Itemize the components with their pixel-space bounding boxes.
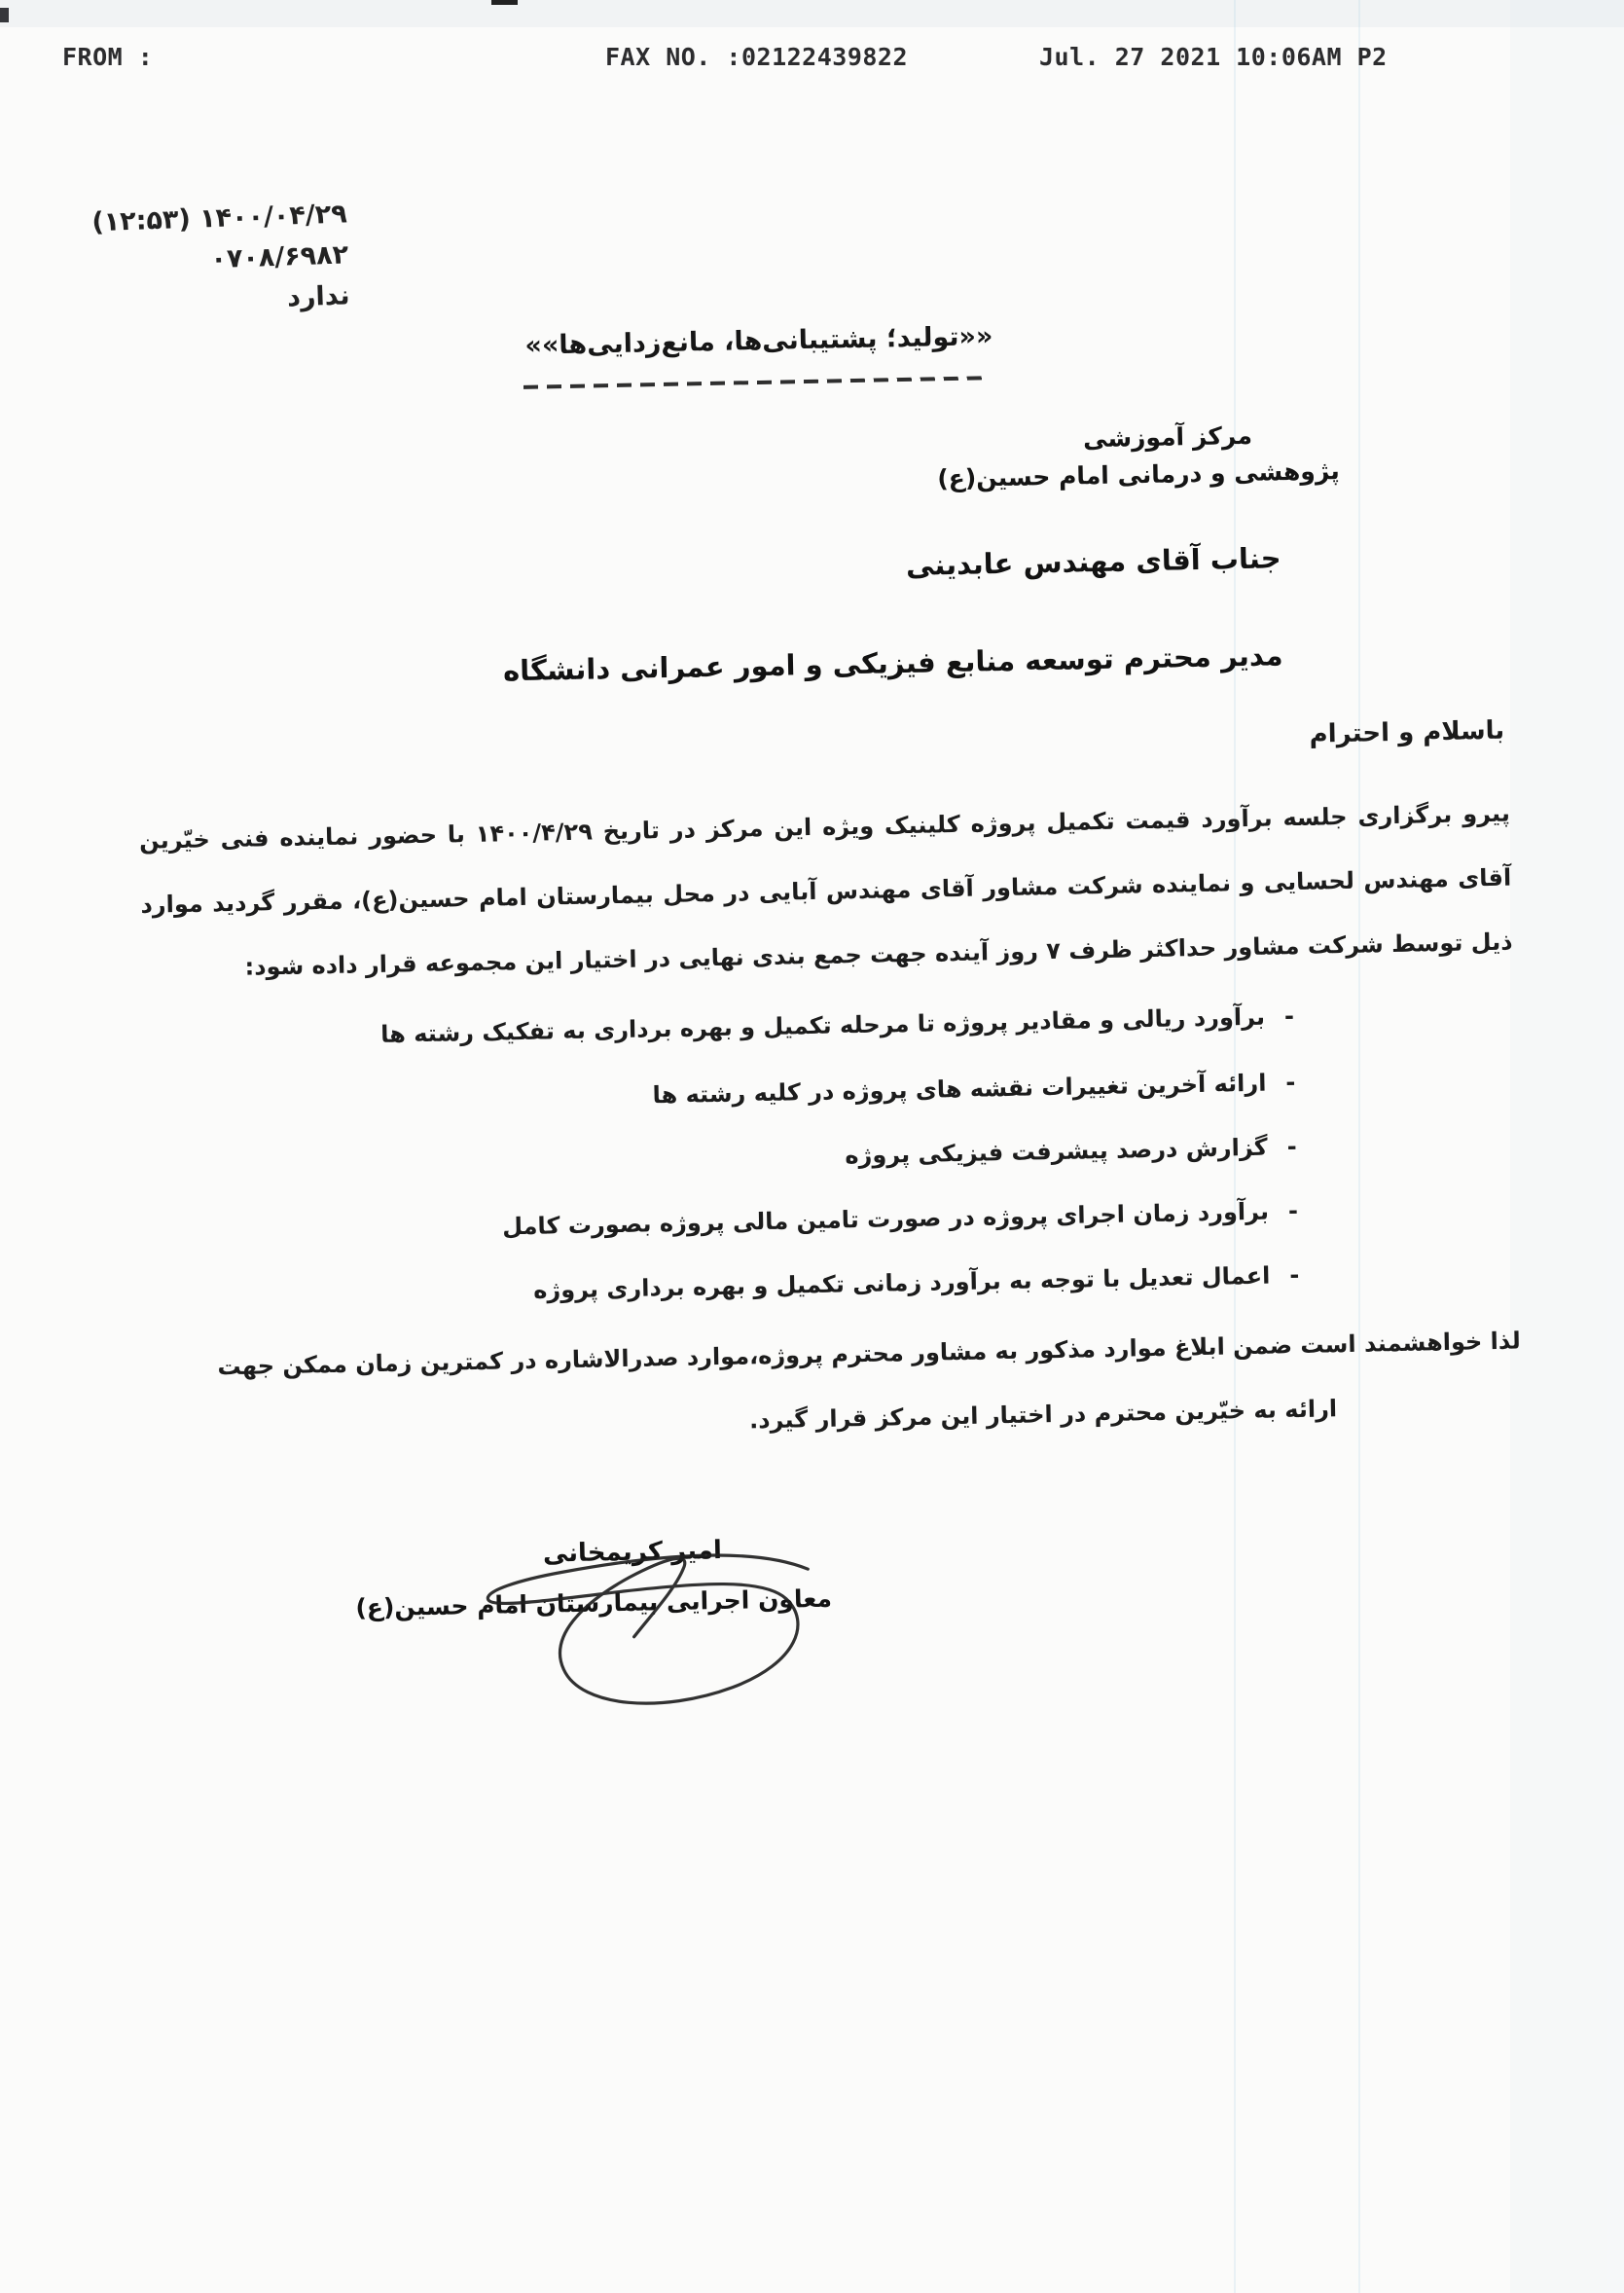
recipient-name: جناب آقای مهندس عابدینی [905,541,1281,582]
bullet-item [533,1261,1300,1304]
year-slogan: ««تولید؛ پشتیبانی‌ها، مانع‌زدایی‌ها»» [524,321,993,361]
bullet-dash: - [1283,1002,1295,1031]
bullet-item [845,1133,1297,1169]
fax-number: FAX NO. :02122439822 [605,43,909,71]
paragraph-line: ذیل توسط شرکت مشاور حداکثر ظرف ۷ روز آینده جهت جمع بندی نهایی در اختیار این مجموعه قرار داده شود: [244,928,1513,981]
letterhead-line1: مرکز آموزشی [1082,420,1253,454]
fax-datetime: Jul. 27 2021 10:06AM P2 [1039,43,1388,71]
closing-line: ارائه به خیّرین محترم در اختیار این مرکز قرار گیرد. [748,1395,1338,1435]
registration-stamp [54,194,350,326]
paragraph-line: پیرو برگزاری جلسه برآورد قیمت تکمیل پروژه کلینیک ویژه این مرکز در تاریخ ۱۴۰۰/۴/۲۹ با حضور نماینده فنی خیّرین [138,799,1511,855]
bullet-item [502,1197,1298,1240]
bullet-text: برآورد ریالی و مقادیر پروژه تا مرحله تکمیل و بهره برداری به تفکیک رشته ها [379,1002,1266,1048]
bullet-dash: - [1289,1261,1300,1290]
bullet-item [652,1069,1295,1109]
closing-line: لذا خواهشمند است ضمن ابلاغ موارد مذکور به مشاور محترم پروژه،موارد صدرالاشاره در کمترین زمان ممکن جهت [217,1327,1521,1381]
bullet-text: گزارش درصد پیشرفت فیزیکی پروژه [845,1133,1268,1170]
bullet-dash: - [1285,1069,1296,1097]
fax-from-label: FROM : [62,43,154,71]
paragraph-line: آقای مهندس لحسایی و نماینده شرکت مشاور آقای مهندس آبایی در محل بیمارستان امام حسین(ع)، مقرر گردید موارد [140,863,1512,919]
letterhead [937,418,1341,498]
signatory-name: امیر کریمخانی [542,1535,723,1569]
bullet-text: برآورد زمان اجرای پروژه در صورت تامین مالی پروژه بصورت کامل [501,1197,1270,1241]
stamp-date: ۱۴۰۰/۰۴/۲۹ (۱۲:۵۳) [90,199,348,238]
stamp-number: ۰۷۰۸/۶۹۸۲ [209,239,349,275]
bullet-text: اعمال تعدیل با توجه به برآورد زمانی تکمیل و بهره برداری پروژه [532,1261,1271,1304]
letterhead-line2: پژوهشی و درمانی امام حسین(ع) [937,456,1341,493]
salutation: باسلام و احترام [1309,715,1505,749]
signatory-title: معاون اجرایی بیمارستان امام حسین(ع) [355,1583,833,1622]
bullet-dash: - [1286,1133,1297,1161]
scan-top-tick [491,0,518,5]
bullet-dash: - [1287,1197,1299,1225]
bullet-item [380,1002,1294,1048]
bullet-text: ارائه آخرین تغییرات نقشه های پروژه در کلیه رشته ها [652,1069,1267,1110]
slogan-divider [523,376,989,389]
stamp-attachment-note: ندارد [286,280,351,313]
recipient-title: مدیر محترم توسعه منابع فیزیکی و امور عمرانی دانشگاه [502,638,1283,688]
